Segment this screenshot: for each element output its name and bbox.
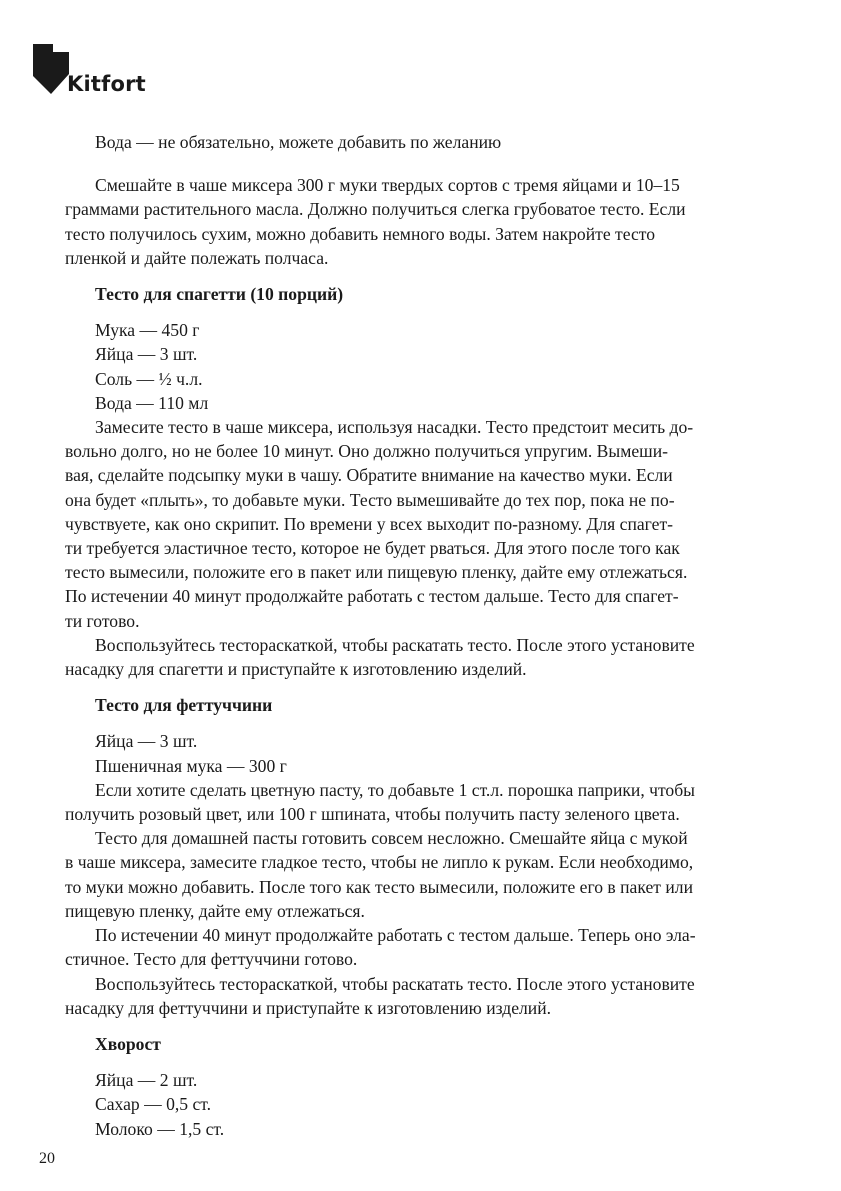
brand-name: Kitfort xyxy=(67,72,146,96)
body-line: пищевую пленку, дайте ему отлежаться. xyxy=(65,900,365,921)
kitfort-logo-mark-icon xyxy=(33,44,69,94)
ingredient-line: Яйца — 3 шт. xyxy=(95,344,198,365)
section-heading: Хворост xyxy=(95,1033,161,1054)
body-line: Воспользуйтесь тестораскаткой, чтобы раскатать тесто. После этого установите xyxy=(95,634,695,655)
ingredient-line: Молоко — 1,5 ст. xyxy=(95,1118,225,1139)
body-line: Смешайте в чаше миксера 300 г муки твердых сортов с тремя яйцами и 10–15 xyxy=(95,175,680,196)
body-line: насадку для феттуччини и приступайте к изготовлению изделий. xyxy=(65,997,552,1018)
body-line: то муки можно добавить. После того как тесто вымесили, положите его в пакет или xyxy=(65,876,693,897)
body-line: она будет «плыть», то добавьте муки. Тесто вымешивайте до тех пор, пока не по- xyxy=(65,489,675,510)
body-line: получить розовый цвет, или 100 г шпината, чтобы получить пасту зеленого цвета. xyxy=(65,804,680,825)
body-line: Замесите тесто в чаше миксера, используя насадки. Тесто предстоит месить до- xyxy=(95,417,694,438)
body-line: насадку для спагетти и приступайте к изготовлению изделий. xyxy=(65,659,527,680)
ingredient-line: Мука — 450 г xyxy=(95,320,200,341)
section-heading: Тесто для феттуччини xyxy=(95,695,273,716)
ingredient-line: Соль — ½ ч.л. xyxy=(95,368,203,389)
body-line: По истечении 40 минут продолжайте работать с тестом дальше. Тесто для спагет- xyxy=(65,586,679,607)
body-line: Вода — не обязательно, можете добавить по желанию xyxy=(95,132,502,152)
body-line: Если хотите сделать цветную пасту, то добавьте 1 ст.л. порошка паприки, чтобы xyxy=(95,779,696,800)
section-heading: Тесто для спагетти (10 порций) xyxy=(95,284,344,305)
body-line: в чаше миксера, замесите гладкое тесто, чтобы не липло к рукам. Если необходимо, xyxy=(65,852,694,873)
body-line: граммами растительного масла. Должно получиться слегка грубоватое тесто. Если xyxy=(65,199,686,220)
body-line: стичное. Тесто для феттуччини готово. xyxy=(65,949,358,970)
page-body xyxy=(65,130,782,1141)
body-line: По истечении 40 минут продолжайте работать с тестом дальше. Теперь оно эла- xyxy=(95,925,696,946)
ingredient-line: Яйца — 3 шт. xyxy=(95,731,198,752)
body-line: Тесто для домашней пасты готовить совсем несложно. Смешайте яйца с мукой xyxy=(95,828,688,849)
ingredient-line: Пшеничная мука — 300 г xyxy=(95,755,287,776)
body-line: вая, сделайте подсыпку муки в чашу. Обратите внимание на качество муки. Если xyxy=(65,465,673,486)
body-line: чувствуете, как оно скрипит. По времени у всех выходит по-разному. Для спагет- xyxy=(65,513,674,534)
body-line: ти готово. xyxy=(65,610,140,631)
body-line: Воспользуйтесь тестораскаткой, чтобы раскатать тесто. После этого установите xyxy=(95,973,695,994)
body-line: вольно долго, но не более 10 минут. Оно должно получиться упругим. Вымеши- xyxy=(65,441,668,462)
body-line: тесто вымесили, положите его в пакет или пищевую пленку, дайте ему отлежаться. xyxy=(65,562,688,583)
page-number: 20 xyxy=(39,1150,55,1167)
kitfort-logo xyxy=(33,44,183,104)
body-line: пленкой и дайте полежать полчаса. xyxy=(65,247,329,268)
ingredient-line: Яйца — 2 шт. xyxy=(95,1070,198,1091)
body-line: тесто получилось сухим, можно добавить немного воды. Затем накройте тесто xyxy=(65,223,656,244)
ingredient-line: Сахар — 0,5 ст. xyxy=(95,1094,212,1115)
ingredient-line: Вода — 110 мл xyxy=(95,392,209,413)
body-line: ти требуется эластичное тесто, которое не будет рваться. Для этого после того как xyxy=(65,538,680,559)
